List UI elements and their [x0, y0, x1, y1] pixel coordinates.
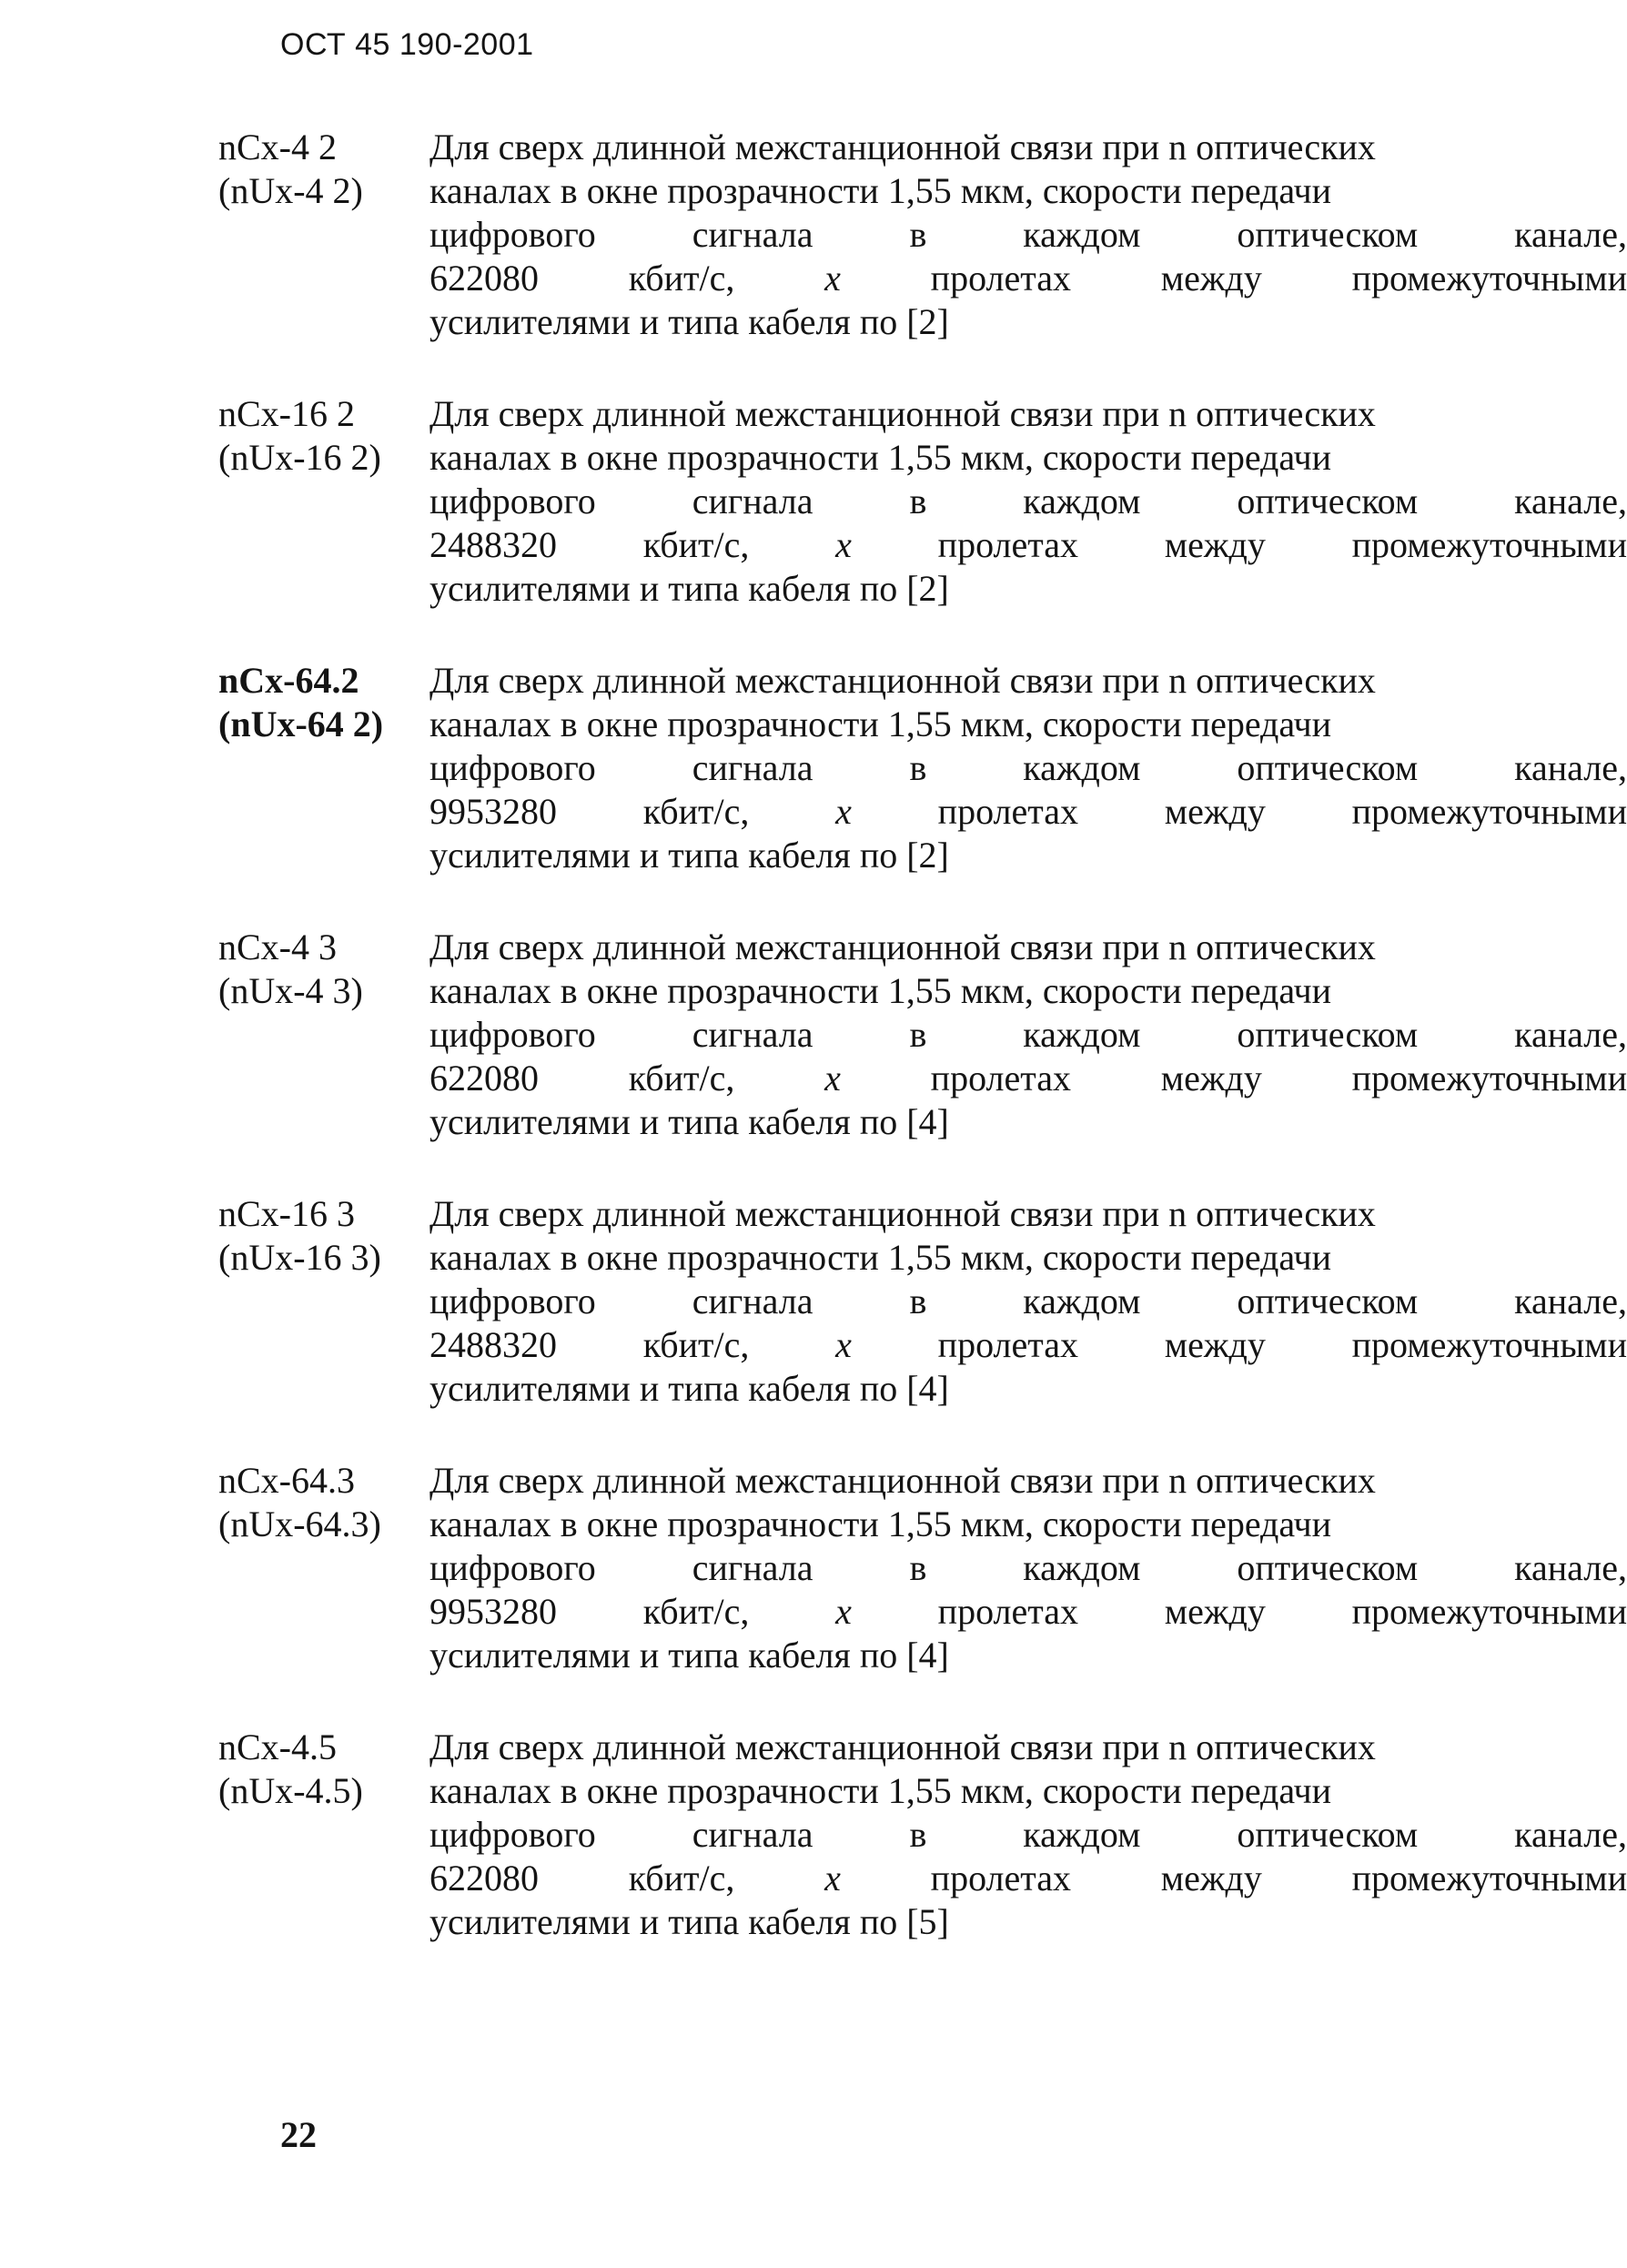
entry-code-line1: nCx-4 3: [218, 926, 337, 967]
desc-line4: 9953280 кбит/с, x пролетах между промежуточными: [429, 791, 1627, 832]
entry-code-line2: (nUx-16 2): [218, 437, 381, 478]
desc-line1: Для сверх длинной межстанционной связи при n оптических: [429, 1460, 1376, 1501]
entry: [218, 1726, 1627, 1992]
entry-description: [429, 1459, 1627, 1677]
entry: [218, 392, 1627, 659]
entry: [218, 1192, 1627, 1459]
entry-description: [429, 392, 1627, 611]
desc-line1: Для сверх длинной межстанционной связи при n оптических: [429, 393, 1376, 434]
entry-code-line1: nCx-16 2: [218, 393, 355, 434]
desc-line5: усилителями и типа кабеля по [4]: [429, 1635, 949, 1676]
entry: [218, 926, 1627, 1192]
entry-description: [429, 659, 1627, 877]
entry-code: [218, 392, 428, 480]
desc-line2: каналах в окне прозрачности 1,55 мкм, скорости передачи: [429, 170, 1332, 211]
desc-line1: Для сверх длинной межстанционной связи при n оптических: [429, 1726, 1376, 1767]
desc-line5: усилителями и типа кабеля по [2]: [429, 835, 949, 876]
desc-line3: цифрового сигнала в каждом оптическом канале,: [429, 1547, 1627, 1588]
desc-line2: каналах в окне прозрачности 1,55 мкм, скорости передачи: [429, 1770, 1332, 1811]
desc-line1: Для сверх длинной межстанционной связи при n оптических: [429, 926, 1376, 967]
desc-line3: цифрового сигнала в каждом оптическом канале,: [429, 481, 1627, 521]
entries-list: [218, 126, 1627, 1992]
entry-code-line2: (nUx-4 2): [218, 170, 363, 211]
desc-line2: каналах в окне прозрачности 1,55 мкм, скорости передачи: [429, 704, 1332, 744]
entry-code-line1: nCx-16 3: [218, 1193, 355, 1234]
desc-line4: 622080 кбит/с, x пролетах между промежуточными: [429, 258, 1627, 299]
entry-code: [218, 1459, 428, 1546]
desc-line1: Для сверх длинной межстанционной связи при n оптических: [429, 1193, 1376, 1234]
desc-line4: 622080 кбит/с, x пролетах между промежуточными: [429, 1058, 1627, 1099]
entry-code-line1: nCx-4.5: [218, 1726, 337, 1767]
entry-description: [429, 926, 1627, 1144]
desc-line2: каналах в окне прозрачности 1,55 мкм, скорости передачи: [429, 1237, 1332, 1278]
entry-code-line2: (nUx-64 2): [218, 704, 384, 744]
desc-line5: усилителями и типа кабеля по [2]: [429, 301, 949, 342]
entry-code: [218, 126, 428, 213]
entry-code: [218, 926, 428, 1013]
desc-line4: 2488320 кбит/с, x пролетах между промежуточными: [429, 1324, 1627, 1365]
desc-line3: цифрового сигнала в каждом оптическом канале,: [429, 747, 1627, 788]
desc-line5: усилителями и типа кабеля по [4]: [429, 1101, 949, 1142]
desc-line1: Для сверх длинной межстанционной связи при n оптических: [429, 127, 1376, 167]
entry-code-line2: (nUx-4.5): [218, 1770, 363, 1811]
entry-code: [218, 1192, 428, 1280]
desc-line3: цифрового сигнала в каждом оптическом канале,: [429, 1281, 1627, 1321]
entry-description: [429, 126, 1627, 344]
entry-description: [429, 1192, 1627, 1411]
desc-line3: цифрового сигнала в каждом оптическом канале,: [429, 214, 1627, 255]
desc-line5: усилителями и типа кабеля по [4]: [429, 1368, 949, 1409]
desc-line4: 2488320 кбит/с, x пролетах между промежуточными: [429, 524, 1627, 565]
desc-line2: каналах в окне прозрачности 1,55 мкм, скорости передачи: [429, 970, 1332, 1011]
desc-line4: 622080 кбит/с, x пролетах между промежуточными: [429, 1858, 1627, 1898]
entry-code-line1: nCx-64.3: [218, 1460, 355, 1501]
desc-line5: усилителями и типа кабеля по [2]: [429, 568, 949, 609]
desc-line2: каналах в окне прозрачности 1,55 мкм, скорости передачи: [429, 1504, 1332, 1544]
desc-line4: 9953280 кбит/с, x пролетах между промежуточными: [429, 1591, 1627, 1632]
page-number: 22: [280, 2114, 317, 2155]
desc-line2: каналах в окне прозрачности 1,55 мкм, скорости передачи: [429, 437, 1332, 478]
entry-code-line2: (nUx-16 3): [218, 1237, 381, 1278]
entry-code-line2: (nUx-4 3): [218, 970, 363, 1011]
entry-code-line2: (nUx-64.3): [218, 1504, 381, 1544]
entry: [218, 659, 1627, 926]
desc-line1: Для сверх длинной межстанционной связи при n оптических: [429, 660, 1376, 701]
entry-code: [218, 1726, 428, 1813]
entry-code: [218, 659, 428, 746]
entry-description: [429, 1726, 1627, 1944]
entry-code-line1: nCx-4 2: [218, 127, 337, 167]
desc-line3: цифрового сигнала в каждом оптическом канале,: [429, 1014, 1627, 1055]
entry-code-line1: nCx-64.2: [218, 660, 359, 701]
document-header: ОСТ 45 190-2001: [280, 27, 534, 62]
desc-line5: усилителями и типа кабеля по [5]: [429, 1901, 949, 1942]
entry: [218, 1459, 1627, 1726]
entry: [218, 126, 1627, 392]
desc-line3: цифрового сигнала в каждом оптическом канале,: [429, 1814, 1627, 1855]
